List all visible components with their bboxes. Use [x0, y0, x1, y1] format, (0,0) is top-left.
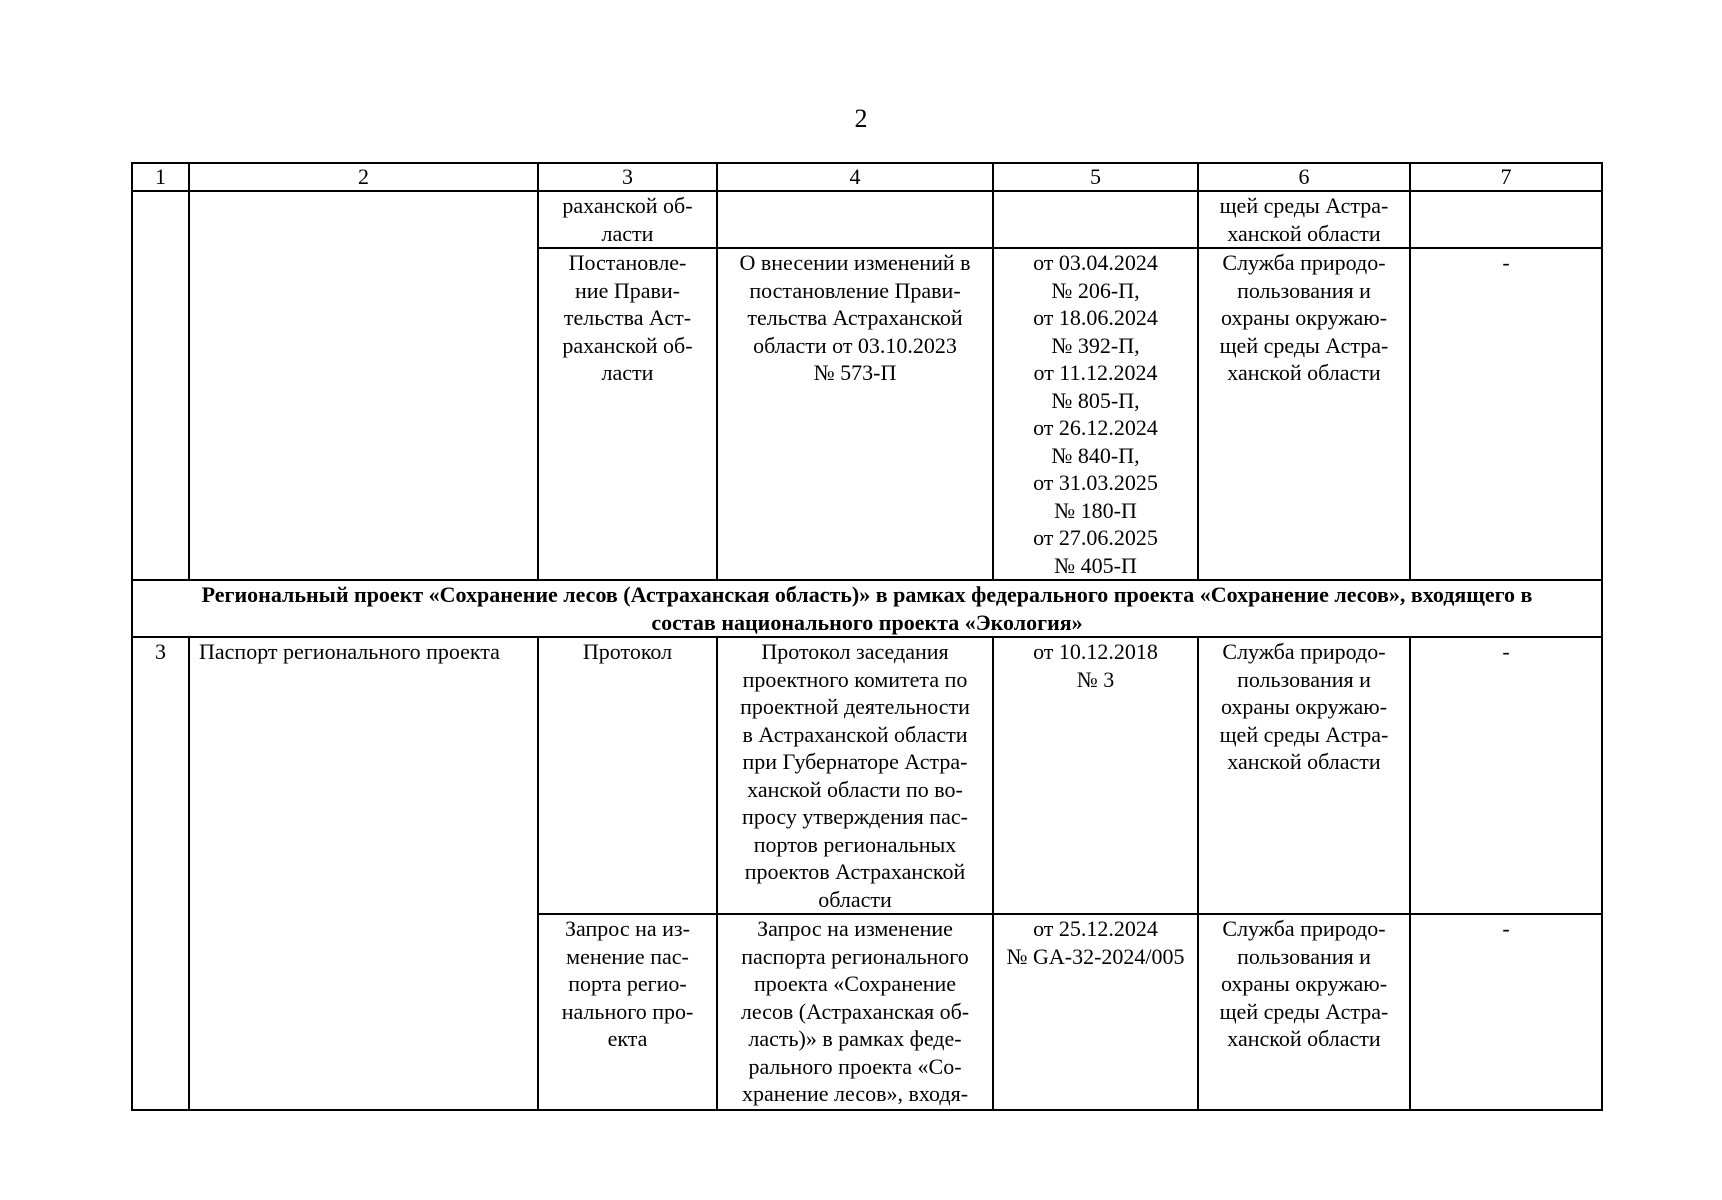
cell-organization: [1198, 914, 1410, 1110]
organization-text: Служба природо- пользования и охраны окружаю- щей среды Астра- ханской области: [1219, 250, 1389, 385]
page-number: 2: [854, 104, 868, 133]
note-text: -: [1502, 916, 1510, 941]
cell-document-type: [538, 914, 717, 1110]
document-type-text: Протокол: [582, 639, 673, 664]
document-date-text: от 25.12.2024 № GA-32-2024/005: [1006, 916, 1185, 969]
cell-document-date: [993, 191, 1198, 248]
document-type-text: раханской об- ласти: [562, 193, 693, 246]
column-header-7: 7: [1410, 163, 1602, 191]
cell-number: [132, 637, 189, 1110]
column-header-2: 2: [189, 163, 538, 191]
cell-number: [132, 191, 189, 580]
organization-text: Служба природо- пользования и охраны окружаю- щей среды Астра- ханской области: [1219, 639, 1389, 774]
document-title-text: О внесении изменений в постановление Прави- тельства Астраханской области от 03.10.2023 № 573-П: [739, 250, 971, 385]
column-header-4: 4: [717, 163, 993, 191]
cell-organization: [1198, 191, 1410, 248]
cell-organization: [1198, 637, 1410, 914]
table-row: [132, 637, 1602, 914]
note-text: -: [1502, 250, 1510, 275]
cell-note: [1410, 248, 1602, 580]
cell-document-date: [993, 248, 1198, 580]
document-title-text: Запрос на изменение паспорта регионального проекта «Сохранение лесов (Астраханская об- ласть)» в рамках феде- рального проекта «Со- хранение лесов», входя-: [740, 916, 970, 1106]
cell-organization: [1198, 248, 1410, 580]
organization-text: Служба природо- пользования и охраны окружаю- щей среды Астра- ханской области: [1219, 916, 1389, 1051]
organization-text: щей среды Астра- ханской области: [1219, 193, 1389, 246]
cell-document-title: [717, 637, 993, 914]
document-name-text: Паспорт регионального проекта: [199, 639, 500, 664]
cell-note: [1410, 637, 1602, 914]
cell-document-name: [189, 191, 538, 580]
row-number-text: 3: [155, 639, 166, 664]
column-header-6: 6: [1198, 163, 1410, 191]
document-table: [131, 162, 1603, 1111]
document-type-text: Постановле- ние Прави- тельства Аст- раханской об- ласти: [562, 250, 693, 385]
column-header-3: 3: [538, 163, 717, 191]
cell-document-title: [717, 914, 993, 1110]
cell-document-type: [538, 637, 717, 914]
document-date-text: от 10.12.2018 № 3: [1033, 639, 1158, 692]
cell-document-title: [717, 191, 993, 248]
column-header-1: 1: [132, 163, 189, 191]
cell-note: [1410, 191, 1602, 248]
document-type-text: Запрос на из- менение пас- порта регио- нального про- екта: [561, 916, 694, 1051]
cell-document-title: [717, 248, 993, 580]
section-title-text: Региональный проект «Сохранение лесов (Астраханская область)» в рамках федерального проекта «Сохранение лесов», входящего в состав национального проекта «Экология»: [201, 582, 1533, 635]
table-row: [132, 191, 1602, 248]
cell-document-type: [538, 248, 717, 580]
cell-note: [1410, 914, 1602, 1110]
document-title-text: Протокол заседания проектного комитета по проектной деятельности в Астраханской области при Губернаторе Астра- ханской области по во- просу утверждения пас- портов региональных проектов Астраханской области: [740, 639, 970, 912]
section-header-row: [132, 580, 1602, 637]
column-header-5: 5: [993, 163, 1198, 191]
table-header-row: [132, 163, 1602, 191]
cell-document-date: [993, 637, 1198, 914]
section-title: [132, 580, 1602, 637]
cell-document-type: [538, 191, 717, 248]
cell-document-name: [189, 637, 538, 1110]
cell-document-date: [993, 914, 1198, 1110]
note-text: -: [1502, 639, 1510, 664]
document-date-text: от 03.04.2024 № 206-П, от 18.06.2024 № 392-П, от 11.12.2024 № 805-П, от 26.12.2024 № 840-П, от 31.03.2025 № 180-П от 27.06.2025 № 405-П: [1033, 250, 1158, 578]
